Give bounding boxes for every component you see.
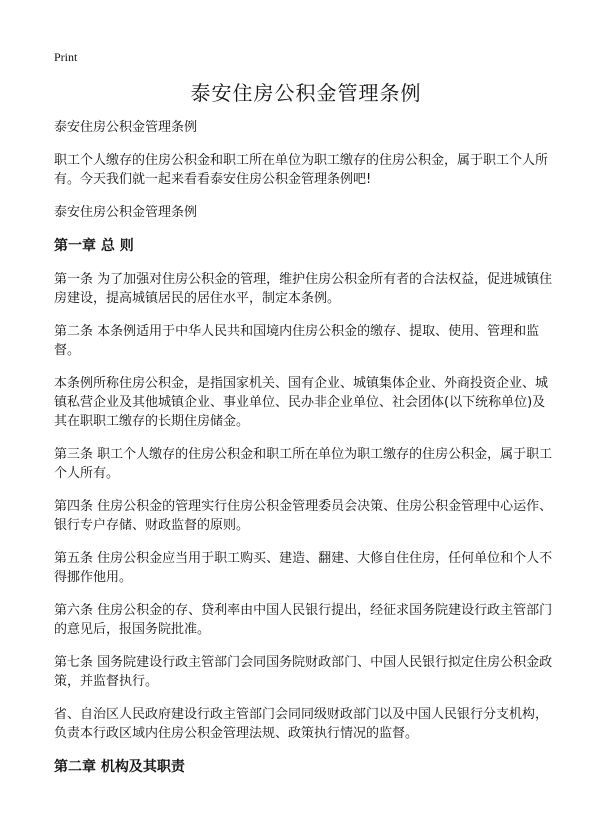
article-6: 第六条 住房公积金的存、贷利率由中国人民银行提出，经征求国务院建设行政主管部门的意见后，报国务院批准。 (54, 603, 553, 637)
document-title: 泰安住房公积金管理条例 (190, 81, 422, 105)
print-link[interactable]: Print (54, 50, 78, 64)
subtitle-repeat: 泰安住房公积金管理条例 (54, 205, 198, 220)
article-2-note: 本条例所称住房公积金，是指国家机关、国有企业、城镇集体企业、外商投资企业、城镇私营企业及其他城镇企业、事业单位、民办非企业单位、社会团体(以下统称单位)及其在职职工缴存的长期住房储金。 (54, 376, 549, 429)
intro-paragraph: 职工个人缴存的住房公积金和职工所在单位为职工缴存的住房公积金，属于职工个人所有。今天我们就一起来看看泰安住房公积金管理条例吧! (54, 153, 549, 187)
article-7-note: 省、自治区人民政府建设行政主管部门会同同级财政部门以及中国人民银行分支机构，负责本行政区域内住房公积金管理法规、政策执行情况的监督。 (54, 707, 549, 741)
subtitle: 泰安住房公积金管理条例 (54, 120, 198, 135)
chapter-1-heading: 第一章 总 则 (54, 238, 134, 254)
article-7: 第七条 国务院建设行政主管部门会同国务院财政部门、中国人民银行拟定住房公积金政策，并监督执行。 (54, 655, 553, 689)
chapter-2-heading: 第二章 机构及其职责 (54, 759, 185, 775)
article-4: 第四条 住房公积金的管理实行住房公积金管理委员会决策、住房公积金管理中心运作、银行专户存储、财政监督的原则。 (54, 499, 553, 533)
article-2: 第二条 本条例适用于中华人民共和国境内住房公积金的缴存、提取、使用、管理和监督。 (54, 324, 540, 358)
article-5: 第五条 住房公积金应当用于职工购买、建造、翻建、大修自住住房，任何单位和个人不得挪作他用。 (54, 551, 553, 585)
document-body (54, 80, 558, 777)
article-1: 第一条 为了加强对住房公积金的管理，维护住房公积金所有者的合法权益，促进城镇住房建设，提高城镇居民的居住水平，制定本条例。 (54, 272, 553, 306)
article-3: 第三条 职工个人缴存的住房公积金和职工所在单位为职工缴存的住房公积金，属于职工个人所有。 (54, 447, 553, 481)
